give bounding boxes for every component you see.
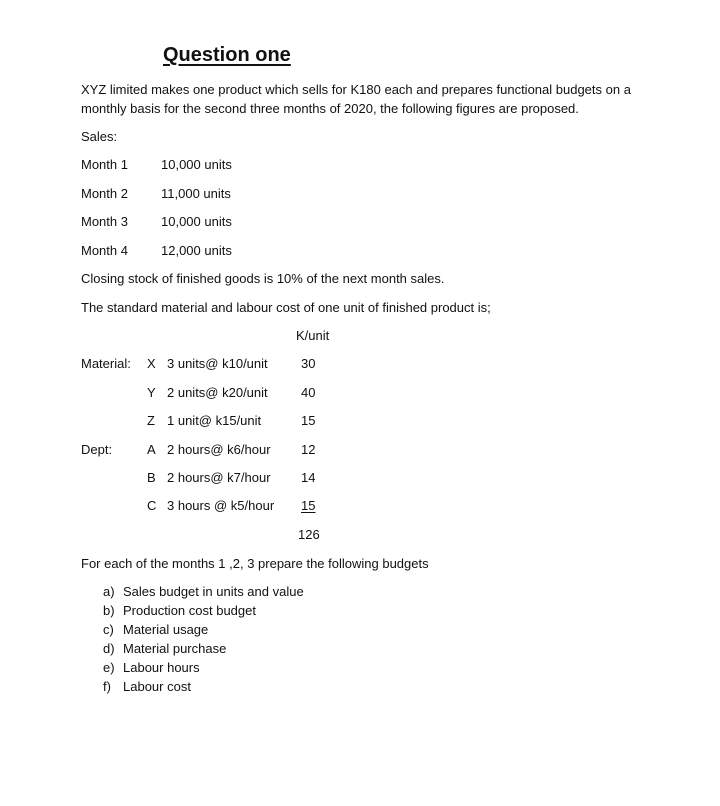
list-item-text: Material purchase: [123, 641, 227, 656]
sales-month: Month 1: [81, 157, 128, 172]
cost-column-header: K/unit: [296, 328, 330, 343]
cost-value: 15: [301, 413, 316, 428]
list-marker: e): [103, 660, 115, 675]
cost-description: 3 hours @ k5/hour: [167, 498, 275, 513]
list-item: [103, 584, 304, 599]
sales-month: Month 3: [81, 214, 128, 229]
material-label: Material:: [81, 356, 131, 371]
budgets-intro: For each of the months 1 ,2, 3 prepare the following budgets: [81, 556, 429, 571]
cost-description: 2 units@ k20/unit: [167, 385, 268, 400]
sales-units: 10,000 units: [161, 157, 232, 172]
intro-line-2: monthly basis for the second three months of 2020, the following figures are proposed.: [81, 101, 579, 116]
total-cost: 126: [298, 527, 320, 542]
sales-units: 12,000 units: [161, 243, 232, 258]
cost-description: 1 unit@ k15/unit: [167, 413, 262, 428]
page-title: Question one: [163, 44, 291, 66]
cost-code: B: [147, 470, 156, 485]
intro-line-1: XYZ limited makes one product which sells for K180 each and prepares functional budgets on a: [81, 82, 631, 97]
cost-code: A: [147, 442, 156, 457]
cost-value: 12: [301, 442, 316, 457]
sales-units: 11,000 units: [161, 186, 231, 201]
sales-label: Sales:: [81, 129, 118, 144]
cost-code: Y: [147, 385, 156, 400]
list-item-text: Labour cost: [123, 679, 191, 694]
list-marker: b): [103, 603, 115, 618]
cost-value: 14: [301, 470, 316, 485]
list-marker: d): [103, 641, 115, 656]
list-item: [103, 679, 191, 694]
cost-value: 40: [301, 385, 316, 400]
cost-value: 15: [301, 498, 316, 513]
cost-code: Z: [147, 413, 155, 428]
list-item-text: Production cost budget: [123, 603, 256, 618]
list-item-text: Sales budget in units and value: [123, 584, 304, 599]
list-item: [103, 603, 256, 618]
cost-description: 2 hours@ k6/hour: [167, 442, 271, 457]
cost-value: 30: [301, 356, 316, 371]
list-item: [103, 641, 226, 656]
list-marker: a): [103, 584, 115, 599]
list-marker: c): [103, 622, 114, 637]
dept-label: Dept:: [81, 442, 113, 457]
list-item: [103, 660, 200, 675]
sales-month: Month 4: [81, 243, 128, 258]
list-item-text: Labour hours: [123, 660, 200, 675]
sales-month: Month 2: [81, 186, 128, 201]
cost-description: 2 hours@ k7/hour: [167, 470, 271, 485]
cost-description: 3 units@ k10/unit: [167, 356, 268, 371]
list-item-text: Material usage: [123, 622, 209, 637]
cost-code: X: [147, 356, 156, 371]
cost-code: C: [147, 498, 157, 513]
standard-cost-intro: The standard material and labour cost of one unit of finished product is;: [81, 300, 491, 315]
closing-stock-text: Closing stock of finished goods is 10% of the next month sales.: [81, 271, 445, 286]
list-marker: f): [103, 679, 111, 694]
list-item: [103, 622, 208, 637]
sales-units: 10,000 units: [161, 214, 232, 229]
